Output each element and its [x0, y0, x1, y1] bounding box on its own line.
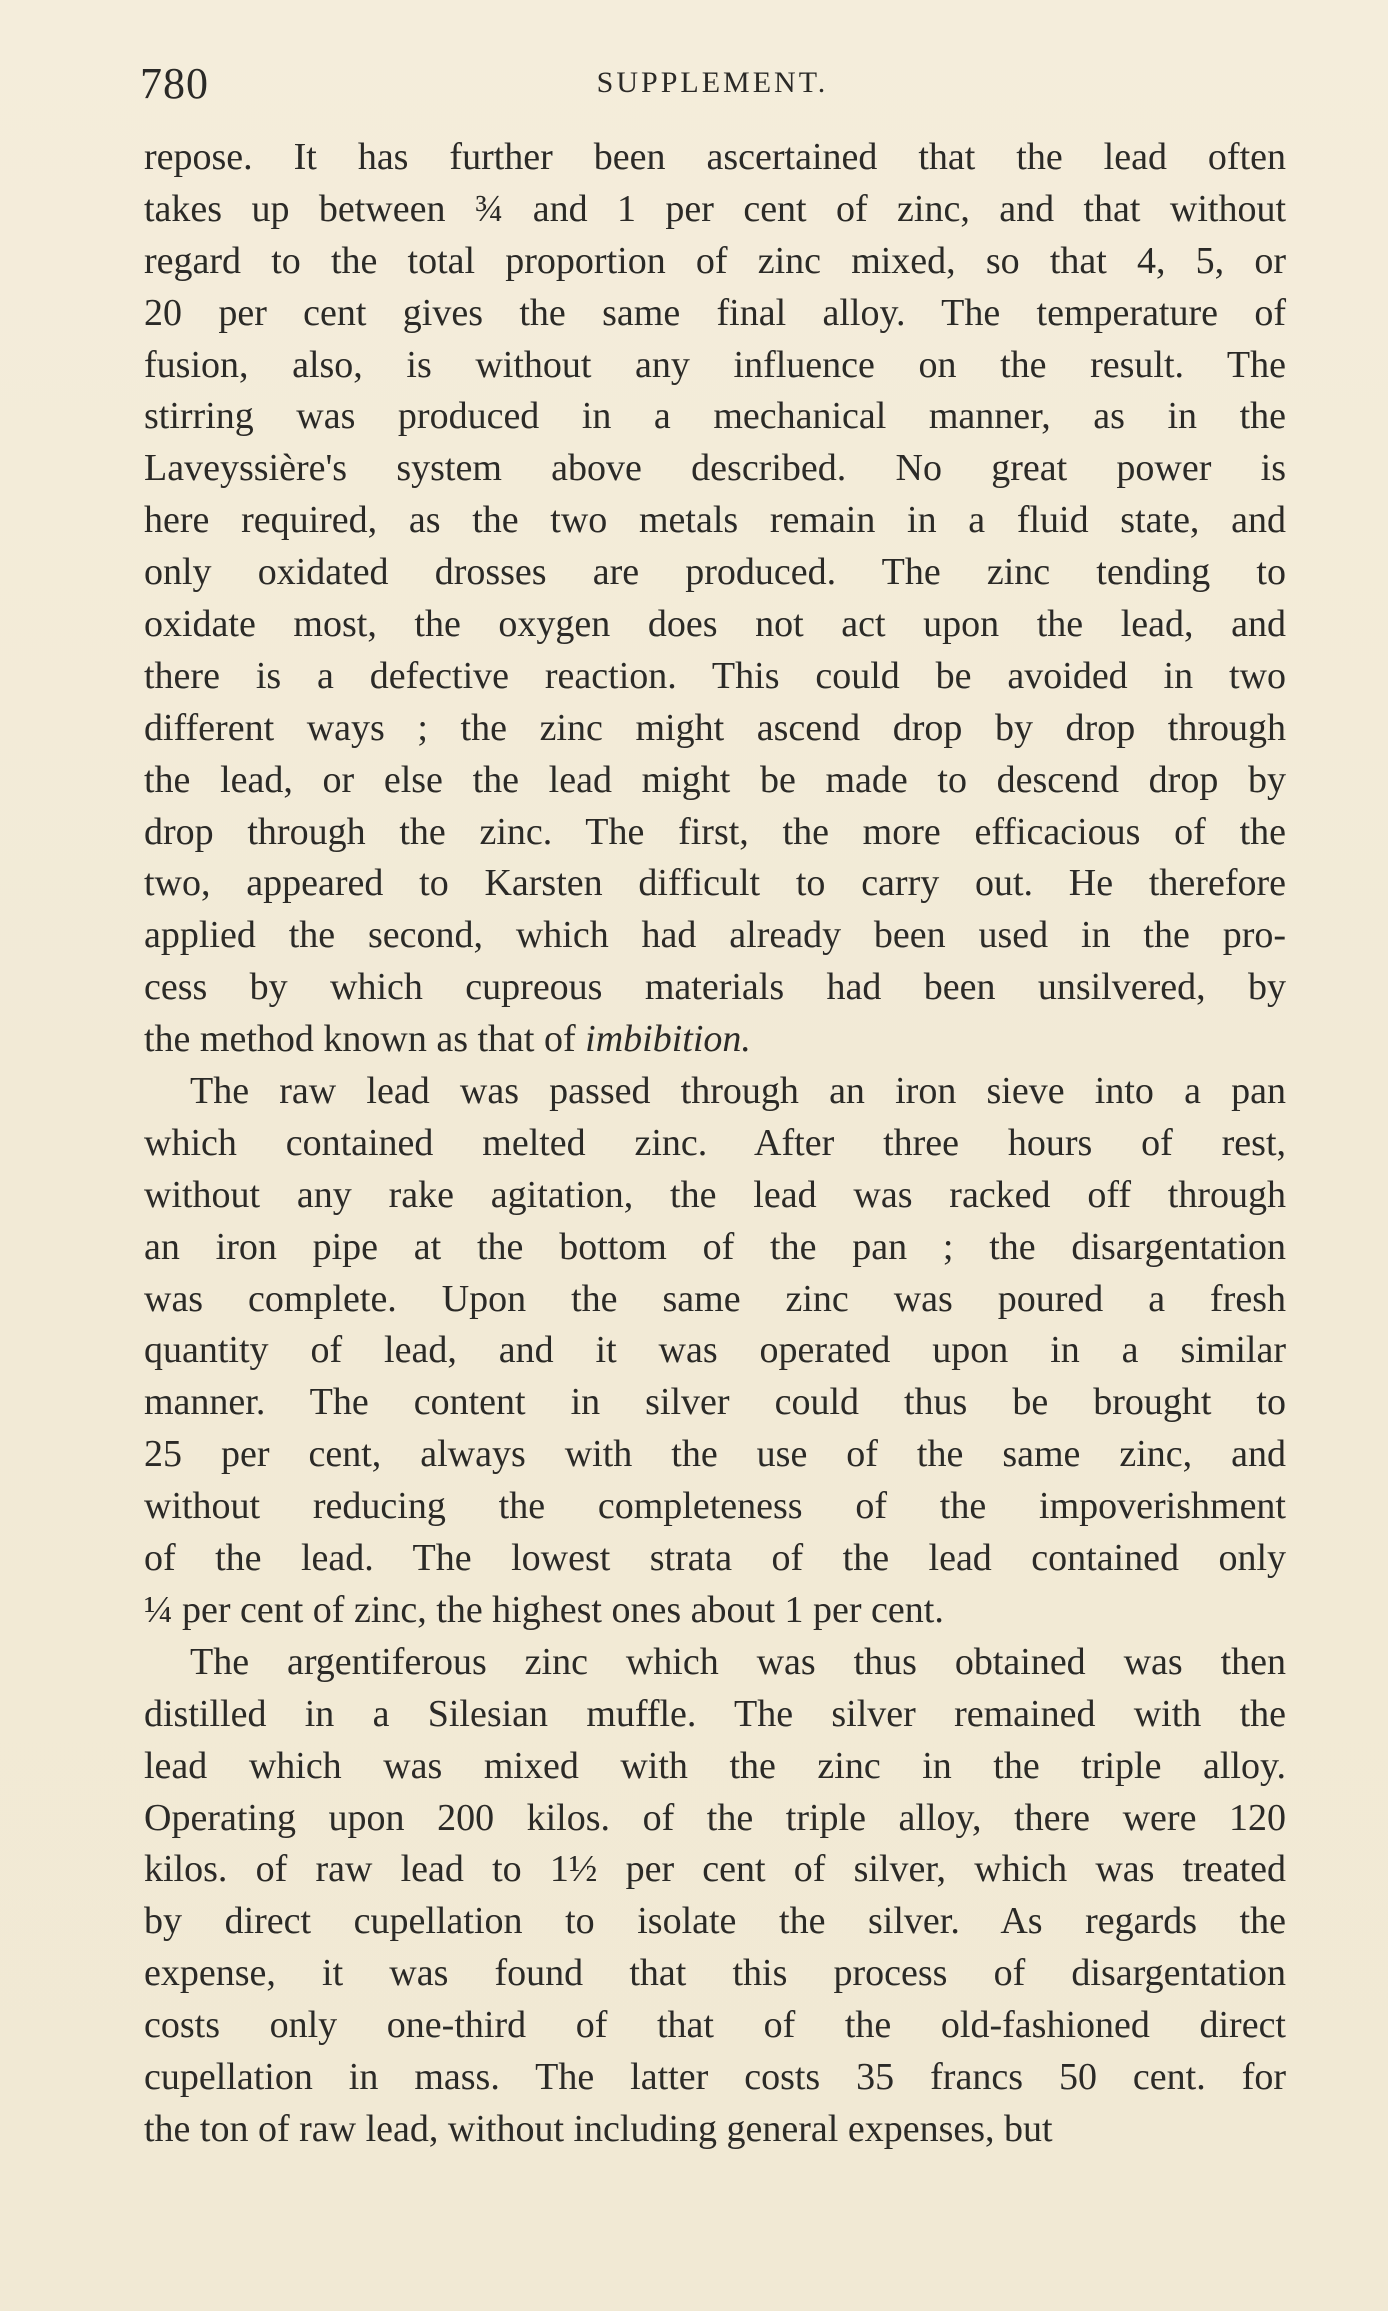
text-line: applied the second, which had already been used in the pro- [144, 914, 1286, 957]
text-line: The argentiferous zinc which was thus obtained was then [190, 1640, 1286, 1683]
text-line: cupellation in mass. The latter costs 35 francs 50 cent. for [144, 2055, 1286, 2098]
paragraph [144, 1637, 1286, 2156]
text-line: without any rake agitation, the lead was racked off through [144, 1173, 1286, 1216]
text-line: ¼ per cent of zinc, the highest ones about 1 per cent. [144, 1588, 944, 1631]
text-line: an iron pipe at the bottom of the pan ; the disargentation [144, 1225, 1286, 1268]
italic-term: imbibition. [585, 1018, 751, 1061]
text-line: lead which was mixed with the zinc in the triple alloy. [144, 1744, 1286, 1787]
text-line: without reducing the completeness of the impoverishment [144, 1485, 1286, 1528]
text-line: costs only one-third of that of the old-fashioned direct [144, 2004, 1286, 2047]
text-line: of the lead. The lowest strata of the lead contained only [144, 1537, 1286, 1580]
text-line: fusion, also, is without any influence on the result. The [144, 343, 1286, 386]
text-line: which contained melted zinc. After three hours of rest, [144, 1121, 1286, 1164]
text-line: The raw lead was passed through an iron sieve into a pan [190, 1070, 1286, 1113]
text-line: takes up between ¾ and 1 per cent of zinc, and that without [144, 187, 1286, 230]
text-line: only oxidated drosses are produced. The zinc tending to [144, 551, 1286, 594]
text-line: 25 per cent, always with the use of the same zinc, and [144, 1433, 1286, 1476]
text-line: by direct cupellation to isolate the silver. As regards the [144, 1900, 1286, 1943]
text-line: the lead, or else the lead might be made to descend drop by [144, 758, 1286, 801]
text-line: distilled in a Silesian muffle. The silver remained with the [144, 1692, 1286, 1735]
text-line: kilos. of raw lead to 1½ per cent of silver, which was treated [144, 1848, 1286, 1891]
text-line: regard to the total proportion of zinc mixed, so that 4, 5, or [144, 239, 1286, 282]
text-line: was complete. Upon the same zinc was poured a fresh [144, 1277, 1286, 1320]
text-line: 20 per cent gives the same final alloy. The temperature of [144, 291, 1286, 334]
text-line: expense, it was found that this process of disargentation [144, 1952, 1286, 1995]
running-head: SUPPLEMENT. [596, 66, 829, 99]
text-line: repose. It has further been ascertained that the lead often [144, 136, 1286, 178]
body-text [144, 132, 1286, 2156]
text-line: drop through the zinc. The first, the more efficacious of the [144, 810, 1286, 853]
text-line: here required, as the two metals remain in a fluid state, and [144, 499, 1286, 542]
text-line: Laveyssière's system above described. No great power is [144, 447, 1286, 490]
text-line: manner. The content in silver could thus be brought to [144, 1381, 1286, 1424]
paragraph [144, 1066, 1286, 1637]
text-line: quantity of lead, and it was operated upon in a similar [144, 1329, 1286, 1372]
text-line: the method known as that of imbibition. [144, 1018, 751, 1061]
text-line: two, appeared to Karsten difficult to carry out. He therefore [144, 862, 1286, 905]
text-line: the ton of raw lead, without including general expenses, but [144, 2107, 1053, 2150]
text-line: Operating upon 200 kilos. of the triple alloy, there were 120 [144, 1796, 1286, 1839]
text-line: there is a defective reaction. This could be avoided in two [144, 654, 1286, 697]
paragraph [144, 132, 1286, 1066]
text-line: oxidate most, the oxygen does not act upon the lead, and [144, 603, 1286, 646]
page-number: 780 [140, 59, 209, 108]
text-line: stirring was produced in a mechanical manner, as in the [144, 395, 1286, 438]
text-line: cess by which cupreous materials had been unsilvered, by [144, 966, 1286, 1009]
page-header [140, 58, 1285, 118]
text-line: different ways ; the zinc might ascend drop by drop through [144, 706, 1286, 749]
